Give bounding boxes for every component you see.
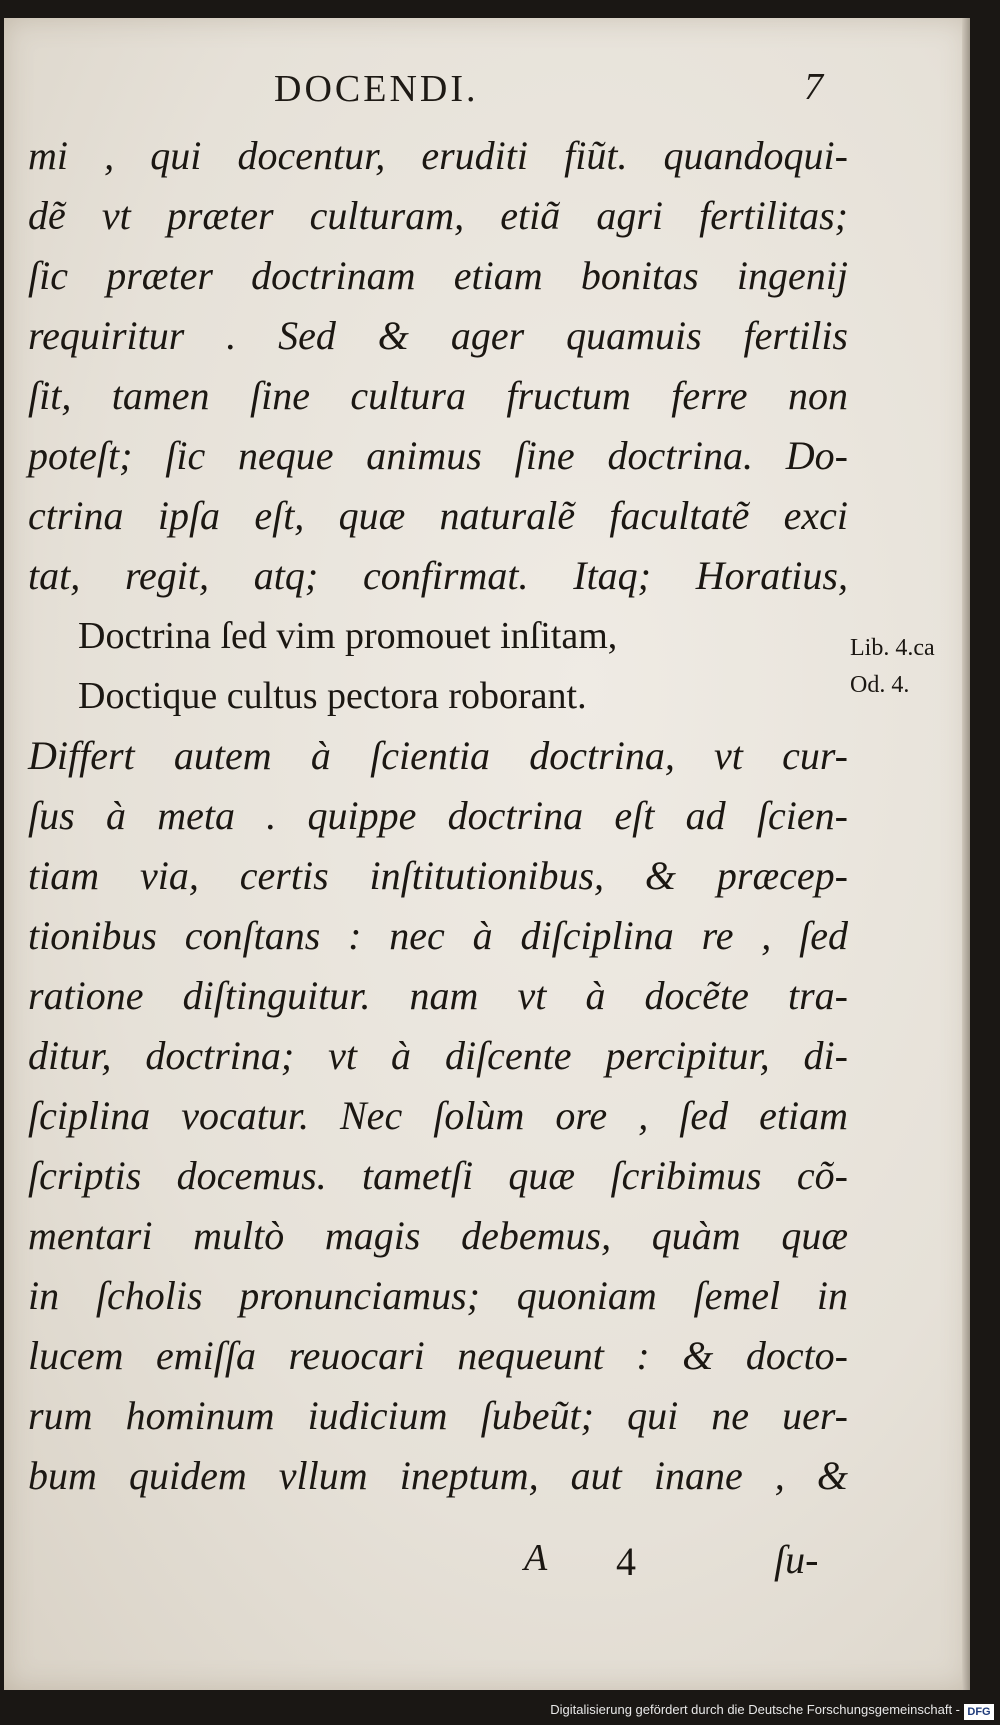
text-line: Differt autem à ſcientia doctrina, vt cur- — [28, 733, 848, 778]
verse-line: Doctrina ſed vim promouet inſitam, — [78, 615, 618, 657]
book-page — [4, 18, 970, 1690]
page-number: 7 — [804, 66, 823, 108]
text-line: ſic præter doctrinam etiam bonitas ingenij — [28, 253, 848, 298]
text-line: ſus à meta . quippe doctrina eſt ad ſcien- — [28, 793, 848, 838]
signature-line — [4, 1536, 970, 1596]
text-line: poteſt; ſic neque animus ſine doctrina. Do- — [28, 433, 848, 478]
text-block — [28, 126, 848, 1506]
text-line: bum quidem vllum ineptum, aut inane , & — [28, 1453, 848, 1498]
page-spine-edge — [962, 18, 970, 1690]
text-line: tiam via, certis inſtitutionibus, & præcep- — [28, 853, 848, 898]
marginal-note-ode: Od. 4. — [850, 672, 910, 698]
page-header — [4, 63, 970, 113]
text-line: ratione diſtinguitur. nam vt à docẽte tra- — [28, 973, 848, 1018]
text-line: mi , qui docentur, eruditi fiũt. quandoqui- — [28, 133, 848, 178]
text-line: ſcriptis docemus. tametſi quæ ſcribimus cõ- — [28, 1153, 848, 1198]
text-line: tionibus conſtans : nec à diſciplina re , ſed — [28, 913, 848, 958]
text-line: lucem emiſſa reuocari nequeunt : & docto- — [28, 1333, 848, 1378]
text-line: tat, regit, atq; confirmat. Itaq; Horatius, — [28, 553, 848, 598]
verse-line: Doctique cultus pectora roborant. — [78, 675, 587, 717]
dfg-logo: DFG — [964, 1704, 994, 1720]
text-line: requiritur . Sed & ager quamuis fertilis — [28, 313, 848, 358]
text-line: ſit, tamen ſine cultura fructum ferre non — [28, 373, 848, 418]
signature-letter: A — [524, 1537, 548, 1579]
text-line: mentari multò magis debemus, quàm quæ — [28, 1213, 848, 1258]
footer-bar — [0, 1700, 1000, 1725]
catchword: ſu- — [774, 1537, 819, 1582]
text-line: ctrina ipſa eſt, quæ naturalẽ facultatẽ exci — [28, 493, 848, 538]
text-line: rum hominum iudicium ſubeũt; qui ne uer- — [28, 1393, 848, 1438]
digitization-credit: Digitalisierung gefördert durch die Deutsche Forschungsgemeinschaft - — [550, 1702, 960, 1717]
text-line: in ſcholis pronunciamus; quoniam ſemel in — [28, 1273, 848, 1318]
text-line: ſciplina vocatur. Nec ſolùm ore , ſed etiam — [28, 1093, 848, 1138]
text-line: ditur, doctrina; vt à diſcente percipitur, di- — [28, 1033, 848, 1078]
marginal-note-reference: Lib. 4.ca — [850, 635, 935, 661]
signature-number: 4 — [616, 1539, 636, 1584]
text-line: dẽ vt præter culturam, etiã agri fertilitas; — [28, 193, 848, 238]
running-head: DOCENDI. — [274, 68, 479, 110]
